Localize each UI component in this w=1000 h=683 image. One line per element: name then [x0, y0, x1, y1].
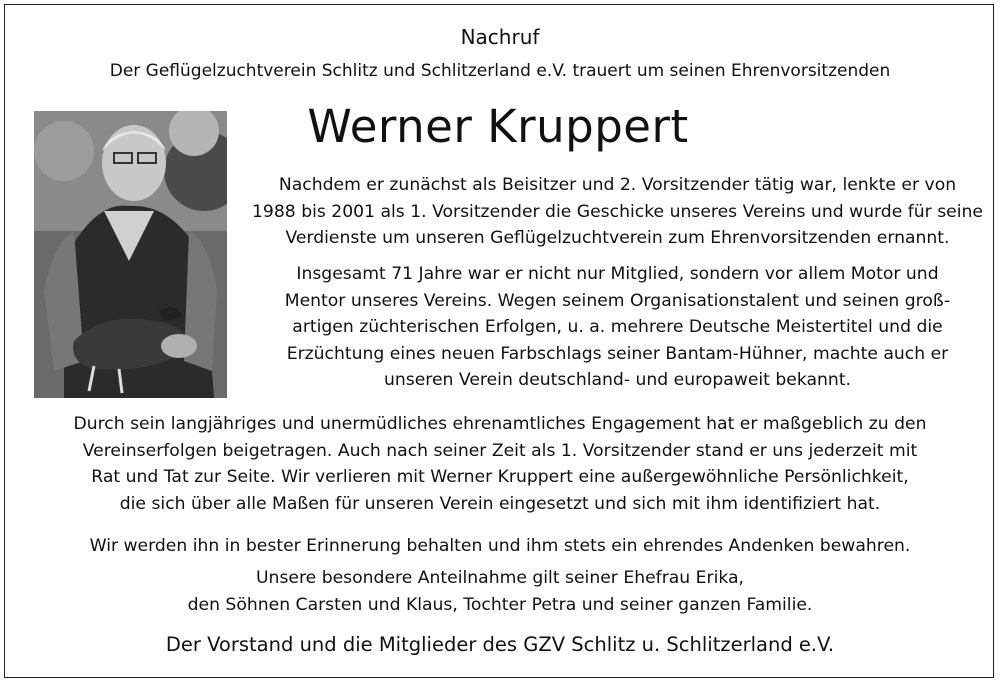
paragraph-engagement	[0, 411, 1000, 517]
heading: Nachruf	[460, 25, 540, 49]
text-line: Insgesamt 71 Jahre war er nicht nur Mitglied, sondern vor allem Motor und	[296, 264, 939, 284]
text-line: Mentor unseres Vereins. Wegen seinem Organisationstalent und seinen groß-	[284, 290, 951, 311]
text-line: Vereinserfolgen beigetragen. Auch nach seiner Zeit als 1. Vorsitzender stand er uns jederzeit mit	[82, 440, 918, 461]
text-line: unseren Verein deutschland- und europaweit bekannt.	[383, 370, 852, 390]
text-line: Unsere besondere Anteilnahme gilt seiner Ehefrau Erika,	[255, 568, 745, 588]
text-line: die sich über alle Maßen für unseren Verein eingesetzt und sich mit ihm identifiziert hat.	[119, 493, 881, 514]
portrait-photo	[34, 111, 227, 398]
text-line: den Söhnen Carsten und Klaus, Tochter Petra und seiner ganzen Familie.	[187, 594, 813, 615]
deceased-name: Werner Kruppert	[307, 100, 689, 153]
text-line: Verdienste um unseren Geflügelzuchtverein zum Ehrenvorsitzenden ernannt.	[285, 228, 950, 248]
text-line: Wir werden ihn in bester Erinnerung behalten und ihm stets ein ehrendes Andenken bewahren.	[89, 536, 911, 556]
signature: Der Vorstand und die Mitglieder des GZV Schlitz u. Schlitzerland e.V.	[165, 633, 835, 656]
text-line: Nachdem er zunächst als Beisitzer und 2. Vorsitzender tätig war, lenkte er von	[278, 175, 957, 195]
paragraph-membership	[250, 261, 985, 394]
text-line: Durch sein langjähriges und unermüdliches ehrenamtliches Engagement hat er maßgeblich zu den	[73, 414, 927, 434]
subheading: Der Geflügelzuchtverein Schlitz und Schlitzerland e.V. trauert um seinen Ehrenvorsitzenden	[109, 61, 891, 81]
text-line: artigen züchterischen Erfolgen, u. a. mehrere Deutsche Meistertitel und die	[292, 317, 943, 337]
text-line: 1988 bis 2001 als 1. Vorsitzender die Geschicke unseres Vereins und wurde für seine	[251, 201, 983, 222]
text-line: Erzüchtung eines neuen Farbschlags seiner Bantam-Hühner, machte auch er	[286, 343, 949, 364]
paragraph-remembrance	[0, 533, 1000, 560]
paragraph-career	[250, 172, 985, 252]
text-line: Rat und Tat zur Seite. Wir verlieren mit Werner Kruppert eine außergewöhnliche Persönlichkeit,	[91, 467, 909, 487]
paragraph-condolences	[0, 565, 1000, 618]
